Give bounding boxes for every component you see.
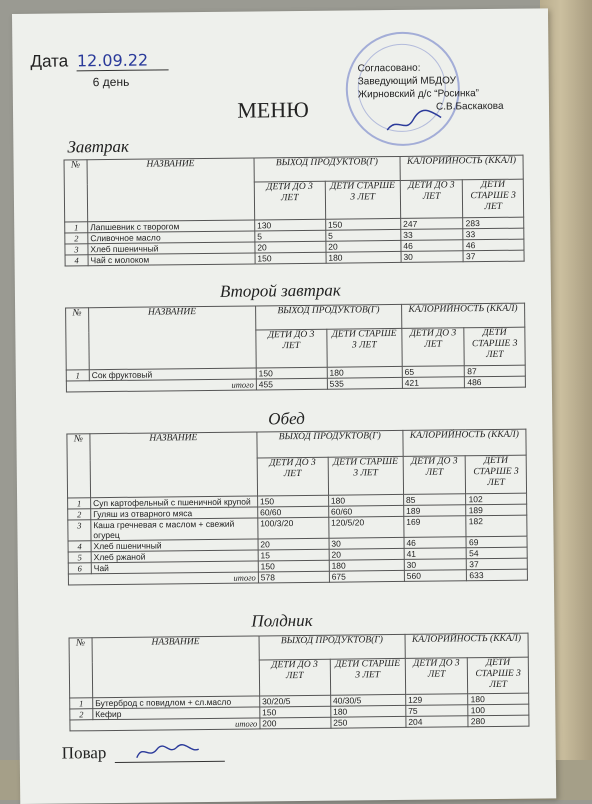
col-num: № bbox=[66, 308, 90, 370]
total-kcal-under3: 204 bbox=[406, 716, 469, 728]
col-over3: ДЕТИ СТАРШЕ 3 ЛЕТ bbox=[466, 455, 527, 494]
row-name: Хлеб ржаной bbox=[91, 550, 258, 563]
row-num: 1 bbox=[66, 370, 89, 381]
row-output-over3: 60/60 bbox=[328, 505, 403, 517]
row-num: 1 bbox=[70, 698, 93, 709]
total-kcal-under3: 560 bbox=[404, 570, 467, 582]
cook-signature-line bbox=[62, 742, 225, 764]
row-name: Чай bbox=[91, 561, 258, 574]
approval-line: Жирновский д/с “Росинка” bbox=[357, 88, 480, 101]
cook-signature-scribble bbox=[133, 741, 203, 762]
col-output: ВЫХОД ПРОДУКТОВ(Г) bbox=[255, 304, 401, 330]
total-output-under3: 200 bbox=[260, 717, 331, 729]
menu-sheet bbox=[12, 8, 556, 804]
row-kcal-under3: 129 bbox=[406, 694, 469, 706]
row-num: 6 bbox=[68, 563, 91, 574]
col-calories: КАЛОРИЙНОСТЬ (ККАЛ) bbox=[400, 155, 523, 180]
col-under3: ДЕТИ ДО 3 ЛЕТ bbox=[402, 328, 465, 367]
row-kcal-over3: 102 bbox=[466, 493, 527, 505]
row-num: 3 bbox=[68, 520, 91, 541]
row-name: Сливочное масло bbox=[88, 231, 255, 244]
col-under3: ДЕТИ ДО 3 ЛЕТ bbox=[254, 181, 325, 220]
row-kcal-under3: 85 bbox=[403, 494, 466, 506]
col-name: НАЗВАНИЕ bbox=[87, 158, 255, 222]
row-num: 2 bbox=[70, 709, 93, 720]
row-output-under3: 15 bbox=[258, 549, 329, 561]
row-output-under3: 60/60 bbox=[258, 506, 329, 518]
col-name: НАЗВАНИЕ bbox=[90, 432, 258, 498]
row-num: 1 bbox=[65, 222, 88, 233]
section-title-lunch: Обед bbox=[268, 408, 305, 429]
row-output-over3: 20 bbox=[329, 548, 404, 560]
col-under3: ДЕТИ ДО 3 ЛЕТ bbox=[403, 456, 466, 495]
table-lunch bbox=[66, 429, 528, 586]
row-kcal-under3: 75 bbox=[406, 705, 469, 717]
col-under3: ДЕТИ ДО 3 ЛЕТ bbox=[257, 457, 328, 496]
table-second-breakfast bbox=[65, 303, 526, 393]
row-name: Лапшевник с творогом bbox=[88, 220, 255, 233]
row-output-over3: 180 bbox=[326, 251, 401, 263]
row-kcal-over3: 180 bbox=[468, 693, 529, 705]
row-output-over3: 180 bbox=[328, 494, 403, 506]
total-output-under3: 578 bbox=[258, 571, 329, 583]
cook-label: Повар bbox=[61, 743, 107, 763]
col-over3: ДЕТИ СТАРШЕ 3 ЛЕТ bbox=[328, 456, 404, 495]
row-kcal-over3: 46 bbox=[463, 239, 524, 251]
row-kcal-under3: 46 bbox=[404, 537, 467, 549]
col-over3: ДЕТИ СТАРШЕ 3 ЛЕТ bbox=[468, 657, 529, 694]
row-output-over3: 150 bbox=[325, 218, 400, 230]
row-num: 4 bbox=[68, 541, 91, 552]
row-name: Каша гречневая с маслом + свежий огурец bbox=[91, 518, 258, 541]
row-num: 3 bbox=[65, 244, 88, 255]
row-kcal-under3: 41 bbox=[404, 548, 467, 560]
row-output-over3: 120/5/20 bbox=[329, 516, 404, 538]
row-output-over3: 180 bbox=[331, 705, 406, 717]
total-label: итого bbox=[68, 572, 258, 585]
row-name: Хлеб пшеничный bbox=[91, 539, 258, 552]
total-label: итого bbox=[66, 379, 256, 392]
row-kcal-under3: 46 bbox=[401, 240, 464, 252]
approval-line: Согласовано: bbox=[357, 62, 421, 75]
total-kcal-over3: 633 bbox=[467, 569, 528, 581]
date-value: 12.09.22 bbox=[77, 50, 169, 71]
row-kcal-over3: 33 bbox=[463, 228, 524, 240]
row-num: 1 bbox=[68, 498, 91, 509]
col-calories: КАЛОРИЙНОСТЬ (ККАЛ) bbox=[401, 303, 524, 328]
row-name: Хлеб пшеничный bbox=[88, 242, 255, 255]
col-under3: ДЕТИ ДО 3 ЛЕТ bbox=[405, 658, 468, 695]
row-output-under3: 150 bbox=[256, 367, 327, 379]
row-name: Сок фруктовый bbox=[89, 368, 256, 381]
row-output-under3: 130 bbox=[254, 219, 325, 231]
row-kcal-under3: 189 bbox=[404, 505, 467, 517]
col-calories: КАЛОРИЙНОСТЬ (ККАЛ) bbox=[403, 429, 526, 456]
table-snack bbox=[69, 633, 530, 732]
row-kcal-over3: 54 bbox=[467, 547, 528, 559]
row-output-under3: 20 bbox=[255, 241, 326, 253]
col-under3: ДЕТИ ДО 3 ЛЕТ bbox=[259, 659, 330, 696]
col-under3: ДЕТИ ДО 3 ЛЕТ bbox=[400, 180, 463, 219]
row-num: 4 bbox=[65, 255, 88, 266]
col-num: № bbox=[64, 160, 88, 222]
row-kcal-over3: 189 bbox=[466, 504, 527, 516]
section-title-breakfast: Завтрак bbox=[67, 136, 130, 157]
date-line bbox=[30, 50, 169, 71]
row-kcal-over3: 37 bbox=[467, 558, 528, 570]
total-kcal-over3: 486 bbox=[465, 376, 526, 388]
row-kcal-under3: 169 bbox=[404, 516, 467, 538]
row-name: Кефир bbox=[93, 707, 260, 720]
date-label: Дата bbox=[30, 51, 69, 71]
col-output: ВЫХОД ПРОДУКТОВ(Г) bbox=[254, 156, 400, 182]
col-name: НАЗВАНИЕ bbox=[92, 636, 260, 698]
row-output-over3: 20 bbox=[326, 240, 401, 252]
row-kcal-under3: 30 bbox=[401, 251, 464, 263]
row-output-under3: 5 bbox=[255, 230, 326, 242]
cook-signature-field bbox=[115, 745, 225, 763]
row-output-under3: 150 bbox=[257, 495, 328, 507]
row-kcal-over3: 69 bbox=[466, 536, 527, 548]
row-output-under3: 30/20/5 bbox=[259, 695, 330, 707]
row-output-under3: 100/3/20 bbox=[258, 517, 329, 539]
row-name: Чай с молоком bbox=[88, 253, 255, 266]
row-num: 5 bbox=[68, 552, 91, 563]
row-kcal-under3: 33 bbox=[401, 229, 464, 241]
row-kcal-over3: 37 bbox=[463, 250, 524, 262]
row-name: Суп картофельный с пшеничной крупой bbox=[91, 496, 258, 509]
col-num: № bbox=[69, 638, 93, 698]
approval-line: Заведующий МБДОУ bbox=[357, 75, 457, 88]
row-kcal-over3: 283 bbox=[463, 217, 524, 229]
row-output-over3: 5 bbox=[326, 229, 401, 241]
row-output-over3: 180 bbox=[327, 366, 402, 378]
total-label: итого bbox=[70, 718, 260, 731]
table-breakfast bbox=[64, 155, 525, 267]
row-output-under3: 20 bbox=[258, 538, 329, 550]
col-calories: КАЛОРИЙНОСТЬ (ККАЛ) bbox=[405, 633, 528, 658]
total-output-over3: 535 bbox=[327, 377, 402, 389]
approval-line: С.В.Баскакова bbox=[435, 100, 504, 113]
day-number: 6 день bbox=[92, 74, 130, 90]
col-num: № bbox=[67, 434, 91, 498]
col-over3: ДЕТИ СТАРШЕ 3 ЛЕТ bbox=[325, 180, 401, 219]
row-kcal-under3: 247 bbox=[401, 218, 464, 230]
col-output: ВЫХОД ПРОДУКТОВ(Г) bbox=[257, 430, 403, 458]
row-output-over3: 30 bbox=[329, 537, 404, 549]
row-output-over3: 180 bbox=[329, 559, 404, 571]
row-kcal-under3: 65 bbox=[402, 366, 465, 378]
row-kcal-over3: 100 bbox=[468, 704, 529, 716]
total-kcal-under3: 421 bbox=[402, 377, 465, 389]
row-num: 2 bbox=[68, 509, 91, 520]
total-output-over3: 250 bbox=[331, 716, 406, 728]
col-under3: ДЕТИ ДО 3 ЛЕТ bbox=[256, 329, 327, 368]
row-output-under3: 150 bbox=[255, 252, 326, 264]
row-name: Гуляш из отварного мяса bbox=[91, 507, 258, 520]
total-output-under3: 455 bbox=[256, 378, 327, 390]
row-kcal-under3: 30 bbox=[404, 559, 467, 571]
total-output-over3: 675 bbox=[329, 570, 404, 582]
row-num: 2 bbox=[65, 233, 88, 244]
col-over3: ДЕТИ СТАРШЕ 3 ЛЕТ bbox=[330, 658, 405, 695]
row-output-over3: 40/30/5 bbox=[330, 694, 405, 706]
row-output-under3: 150 bbox=[260, 706, 331, 718]
section-title-second-breakfast: Второй завтрак bbox=[219, 280, 341, 301]
page-title: МЕНЮ bbox=[237, 96, 309, 123]
total-kcal-over3: 280 bbox=[468, 715, 529, 727]
row-name: Бутерброд с повидлом + сл.масло bbox=[93, 696, 260, 709]
col-name: НАЗВАНИЕ bbox=[89, 306, 257, 370]
col-over3: ДЕТИ СТАРШЕ 3 ЛЕТ bbox=[463, 179, 524, 218]
section-title-snack: Полдник bbox=[251, 610, 313, 631]
col-over3: ДЕТИ СТАРШЕ 3 ЛЕТ bbox=[464, 327, 525, 366]
row-output-under3: 150 bbox=[258, 560, 329, 572]
col-over3: ДЕТИ СТАРШЕ 3 ЛЕТ bbox=[327, 328, 403, 367]
row-kcal-over3: 87 bbox=[465, 365, 526, 377]
col-output: ВЫХОД ПРОДУКТОВ(Г) bbox=[259, 634, 405, 660]
row-kcal-over3: 182 bbox=[466, 515, 527, 537]
